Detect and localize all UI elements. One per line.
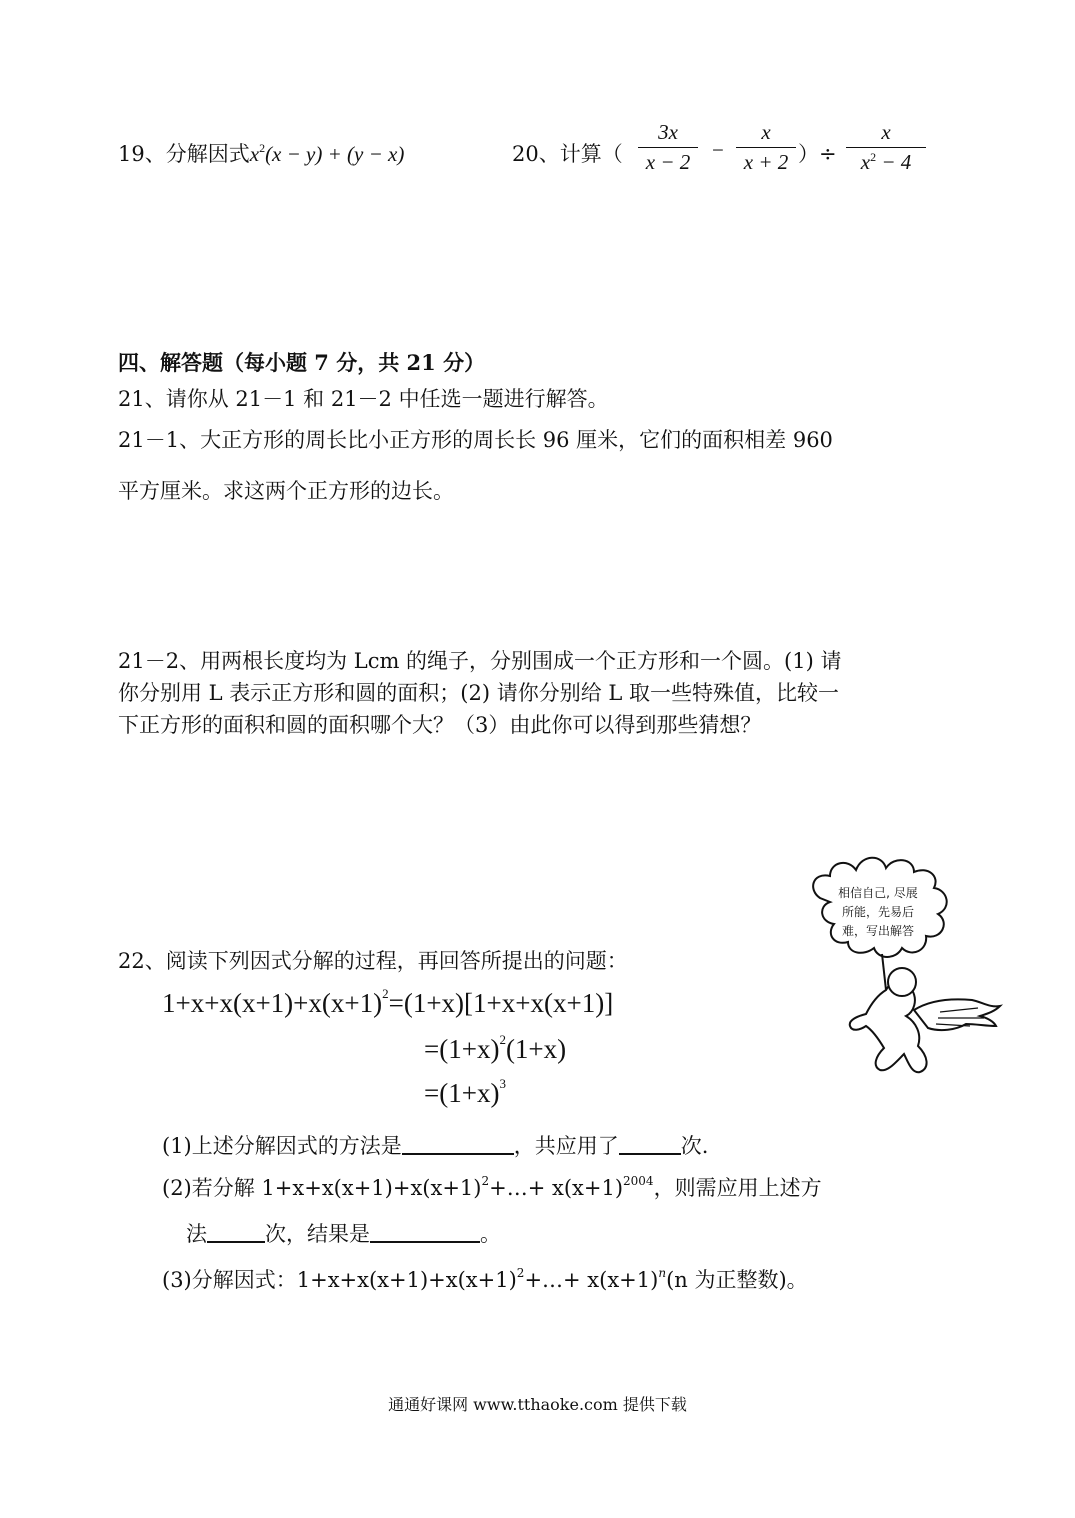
bubble-line-3: 难，写出解答 bbox=[841, 924, 914, 938]
fraction-bar bbox=[638, 147, 698, 148]
bubble-line-2: 所能，先易后 bbox=[841, 905, 914, 919]
q22-equation-line-2 bbox=[424, 1032, 566, 1065]
q22-equation-line-1 bbox=[162, 986, 613, 1019]
fraction-bar bbox=[736, 147, 796, 148]
answer-blank[interactable] bbox=[370, 1219, 480, 1243]
bubble-text bbox=[818, 884, 938, 941]
answer-blank[interactable] bbox=[402, 1131, 514, 1155]
eq3-exponent: 3 bbox=[499, 1076, 506, 1091]
fraction-bar bbox=[846, 147, 926, 148]
q20-fraction-1 bbox=[638, 120, 698, 175]
eq2-main: =(1+x) bbox=[424, 1034, 500, 1064]
q22-subquestion-1: (1)上述分解因式的方法是 ，共应用了 次. bbox=[162, 1130, 708, 1160]
q19-x: x bbox=[249, 142, 260, 166]
answer-blank[interactable] bbox=[619, 1131, 681, 1155]
q20-f1-denominator: x − 2 bbox=[645, 150, 691, 174]
eq3-main: =(1+x) bbox=[424, 1078, 500, 1108]
q21-intro: 21、请你从 21－1 和 21－2 中任选一题进行解答。 bbox=[118, 387, 609, 411]
q19-label: 19、分解因式 bbox=[118, 142, 250, 166]
q20-fraction-3 bbox=[846, 120, 926, 175]
bubble-line-1: 相信自己, 尽展 bbox=[838, 886, 918, 900]
q22-subquestion-2-cont: 法 次，结果是 。 bbox=[186, 1218, 501, 1248]
eq2-tail: (1+x) bbox=[505, 1034, 567, 1064]
footer: 通通好课网 www.tthaoke.com 提供下载 bbox=[388, 1395, 687, 1414]
eq2-exponent: 2 bbox=[499, 1032, 506, 1047]
q19-rest: (x − y) + (y − x) bbox=[265, 142, 405, 166]
q20-f2-denominator: x + 2 bbox=[743, 150, 789, 174]
q20-label: 20、计算（ bbox=[512, 142, 623, 166]
q20-close-divide: ）÷ bbox=[798, 142, 837, 166]
q21-part1-line1: 21－1、大正方形的周长比小正方形的周长长 96 厘米，它们的面积相差 960 bbox=[118, 428, 833, 452]
eq1-left: 1+x+x(x+1)+x(x+1) bbox=[162, 988, 383, 1018]
q20-f3-numerator: x bbox=[881, 120, 891, 144]
q22-equation-line-3 bbox=[424, 1076, 506, 1109]
q21-part2-line3: 下正方形的面积和圆的面积哪个大？（3）由此你可以得到那些猜想？ bbox=[118, 713, 762, 737]
q22-subquestion-3: (3)分解因式：$1+x+x(x+1)+x(x+1)^2+\dots+ x(x+1)^n(n$ 为正整数)。 bbox=[162, 1266, 808, 1292]
q20-fraction-2 bbox=[736, 120, 796, 175]
q20-f3-denominator: $x^2 - 4$ bbox=[860, 150, 912, 174]
q22-intro: 22、阅读下列因式分解的过程，再回答所提出的问题： bbox=[118, 949, 628, 973]
q19-exponent: 2 bbox=[259, 141, 266, 155]
eq1-right: =(1+x)[1+x+x(x+1)] bbox=[388, 988, 614, 1018]
section-4-heading: 四、解答题（每小题 7 分，共 21 分） bbox=[118, 350, 486, 375]
q21-part1-line2: 平方厘米。求这两个正方形的边长。 bbox=[118, 479, 454, 503]
q20-f1-numerator: 3x bbox=[658, 120, 678, 144]
q21-part2-line2: 你分别用 L 表示正方形和圆的面积；(2) 请你分别给 L 取一些特殊值，比较一 bbox=[118, 681, 840, 705]
q22-subquestion-2: (2)若分解 $1+x+x(x+1)+x(x+1)^2+\dots+ x(x+1)^{2004}$，则需应用上述方 bbox=[162, 1174, 822, 1200]
answer-blank[interactable] bbox=[207, 1219, 265, 1243]
cartoon-cherub bbox=[790, 850, 1010, 1080]
eq1-exponent: 2 bbox=[382, 986, 389, 1001]
q20-f2-numerator: x bbox=[761, 120, 771, 144]
question-19 bbox=[118, 138, 404, 168]
q20-minus: − bbox=[712, 138, 724, 162]
q21-part2-line1: 21－2、用两根长度均为 Lcm 的绳子，分别围成一个正方形和一个圆。(1) 请 bbox=[118, 649, 842, 673]
